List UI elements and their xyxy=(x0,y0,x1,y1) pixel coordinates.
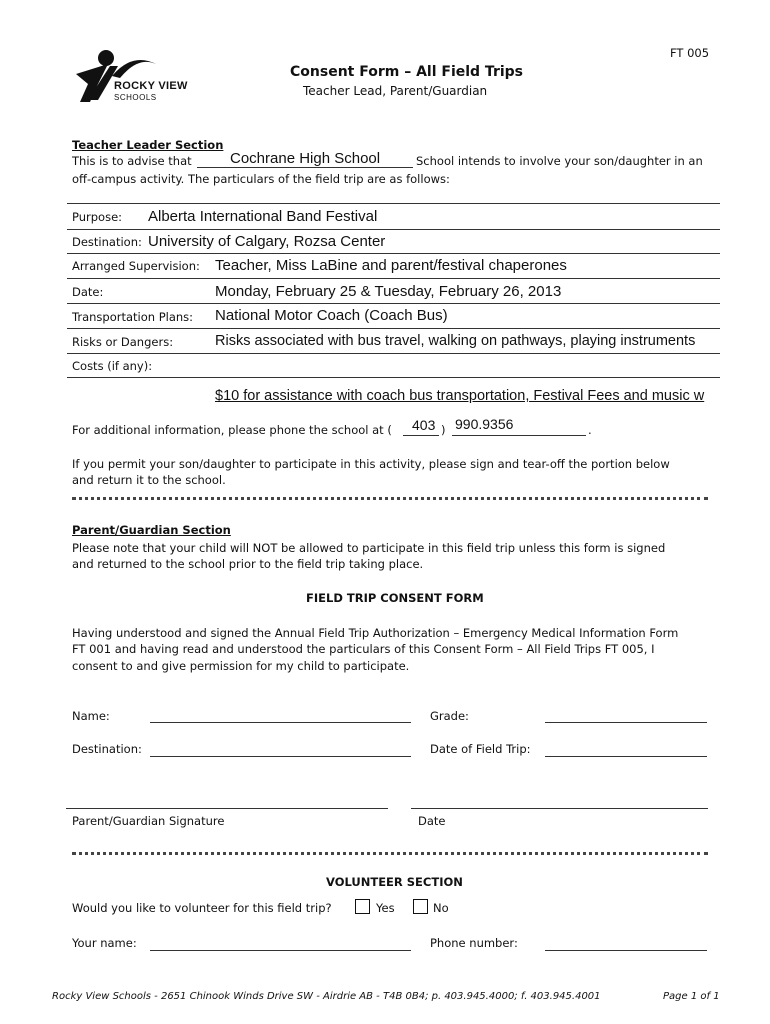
phone-number-value: 990.9356 xyxy=(455,416,514,432)
consent-heading: FIELD TRIP CONSENT FORM xyxy=(306,591,484,605)
school-name-line xyxy=(197,167,413,168)
volunteer-question: Would you like to volunteer for this field trip? xyxy=(72,901,332,915)
destination-value: University of Calgary, Rozsa Center xyxy=(148,233,386,250)
consent-line3: consent to and give permission for my child to participate. xyxy=(72,659,410,673)
destination-label: Destination: xyxy=(72,235,142,249)
school-name-value: Cochrane High School xyxy=(230,150,381,167)
transportation-value: National Motor Coach (Coach Bus) xyxy=(215,307,448,324)
grade-label: Grade: xyxy=(430,709,469,723)
destination-field-label: Destination: xyxy=(72,742,142,756)
purpose-label: Purpose: xyxy=(72,210,123,224)
page-subtitle: Teacher Lead, Parent/Guardian xyxy=(303,84,488,98)
your-name-label: Your name: xyxy=(72,936,137,950)
logo-line1: ROCKY VIEW xyxy=(114,80,188,92)
name-label: Name: xyxy=(72,709,110,723)
supervision-label: Arranged Supervision: xyxy=(72,259,200,273)
page-title: Consent Form – All Field Trips xyxy=(290,64,524,80)
costs-value: $10 for assistance with coach bus transportation, Festival Fees and music w xyxy=(215,388,705,404)
contact-text: For additional information, please phone the school at ( xyxy=(72,423,392,437)
consent-line1: Having understood and signed the Annual Field Trip Authorization – Emergency Medical Information Form xyxy=(72,626,679,640)
signature-label: Parent/Guardian Signature xyxy=(72,814,225,828)
parent-line2: and returned to the school prior to the field trip taking place. xyxy=(72,557,424,571)
grade-field[interactable] xyxy=(545,722,707,723)
costs-label: Costs (if any): xyxy=(72,359,153,373)
phone-number-line xyxy=(452,435,586,436)
risks-line xyxy=(67,353,720,354)
name-field[interactable] xyxy=(150,722,411,723)
contact-close-paren: ) xyxy=(441,423,446,437)
signature-field[interactable] xyxy=(66,808,388,809)
phone-label: Phone number: xyxy=(430,936,518,950)
phone-field[interactable] xyxy=(545,950,707,951)
intro-pre: This is to advise that xyxy=(72,154,192,168)
yes-label: Yes xyxy=(376,901,395,915)
intro-line2: off-campus activity. The particulars of the field trip are as follows: xyxy=(72,172,450,186)
purpose-line xyxy=(67,229,720,230)
particulars-top-line xyxy=(67,203,720,204)
your-name-field[interactable] xyxy=(150,950,411,951)
contact-end: . xyxy=(588,423,592,437)
tear-off-divider-2 xyxy=(72,852,708,855)
no-label: No xyxy=(433,901,449,915)
parent-section-heading: Parent/Guardian Section xyxy=(72,523,231,537)
date-label: Date: xyxy=(72,285,104,299)
teacher-section-heading: Teacher Leader Section xyxy=(72,138,224,152)
footer-page: Page 1 of 1 xyxy=(663,991,720,1002)
form-code: FT 005 xyxy=(670,46,710,60)
no-checkbox[interactable] xyxy=(413,899,428,914)
tear-off-divider-1 xyxy=(72,497,708,500)
area-code-value: 403 xyxy=(412,417,436,433)
purpose-value: Alberta International Band Festival xyxy=(148,208,378,225)
signature-date-field[interactable] xyxy=(411,808,708,809)
rocky-view-logo xyxy=(68,44,218,106)
date-line xyxy=(67,303,720,304)
consent-line2: FT 001 and having read and understood the particulars of this Consent Form – All Field Trips FT 005, I xyxy=(72,642,655,656)
parent-line1: Please note that your child will NOT be allowed to participate in this field trip unless this form is signed xyxy=(72,541,666,555)
footer-address: Rocky View Schools - 2651 Chinook Winds Drive SW - Airdrie AB - T4B 0B4; p. 403.945.4000; f. 403.945.4001 xyxy=(52,991,601,1002)
signature-date-label: Date xyxy=(418,814,446,828)
intro-post: School intends to involve your son/daughter in an xyxy=(416,154,703,168)
yes-checkbox[interactable] xyxy=(355,899,370,914)
area-code-line xyxy=(403,435,439,436)
date-of-trip-field[interactable] xyxy=(545,756,707,757)
permit-line2: and return it to the school. xyxy=(72,473,226,487)
volunteer-heading: VOLUNTEER SECTION xyxy=(326,875,463,889)
permit-line1: If you permit your son/daughter to participate in this activity, please sign and tear-off the portion below xyxy=(72,457,670,471)
destination-line xyxy=(67,253,720,254)
transportation-label: Transportation Plans: xyxy=(72,310,194,324)
transportation-line xyxy=(67,328,720,329)
date-value: Monday, February 25 & Tuesday, February 26, 2013 xyxy=(215,283,562,300)
risks-label: Risks or Dangers: xyxy=(72,335,174,349)
costs-line xyxy=(67,377,720,378)
date-of-trip-label: Date of Field Trip: xyxy=(430,742,531,756)
logo-line2: SCHOOLS xyxy=(114,93,157,102)
risks-value: Risks associated with bus travel, walking on pathways, playing instruments xyxy=(215,333,696,349)
destination-field[interactable] xyxy=(150,756,411,757)
supervision-line xyxy=(67,278,720,279)
supervision-value: Teacher, Miss LaBine and parent/festival chaperones xyxy=(215,257,567,274)
